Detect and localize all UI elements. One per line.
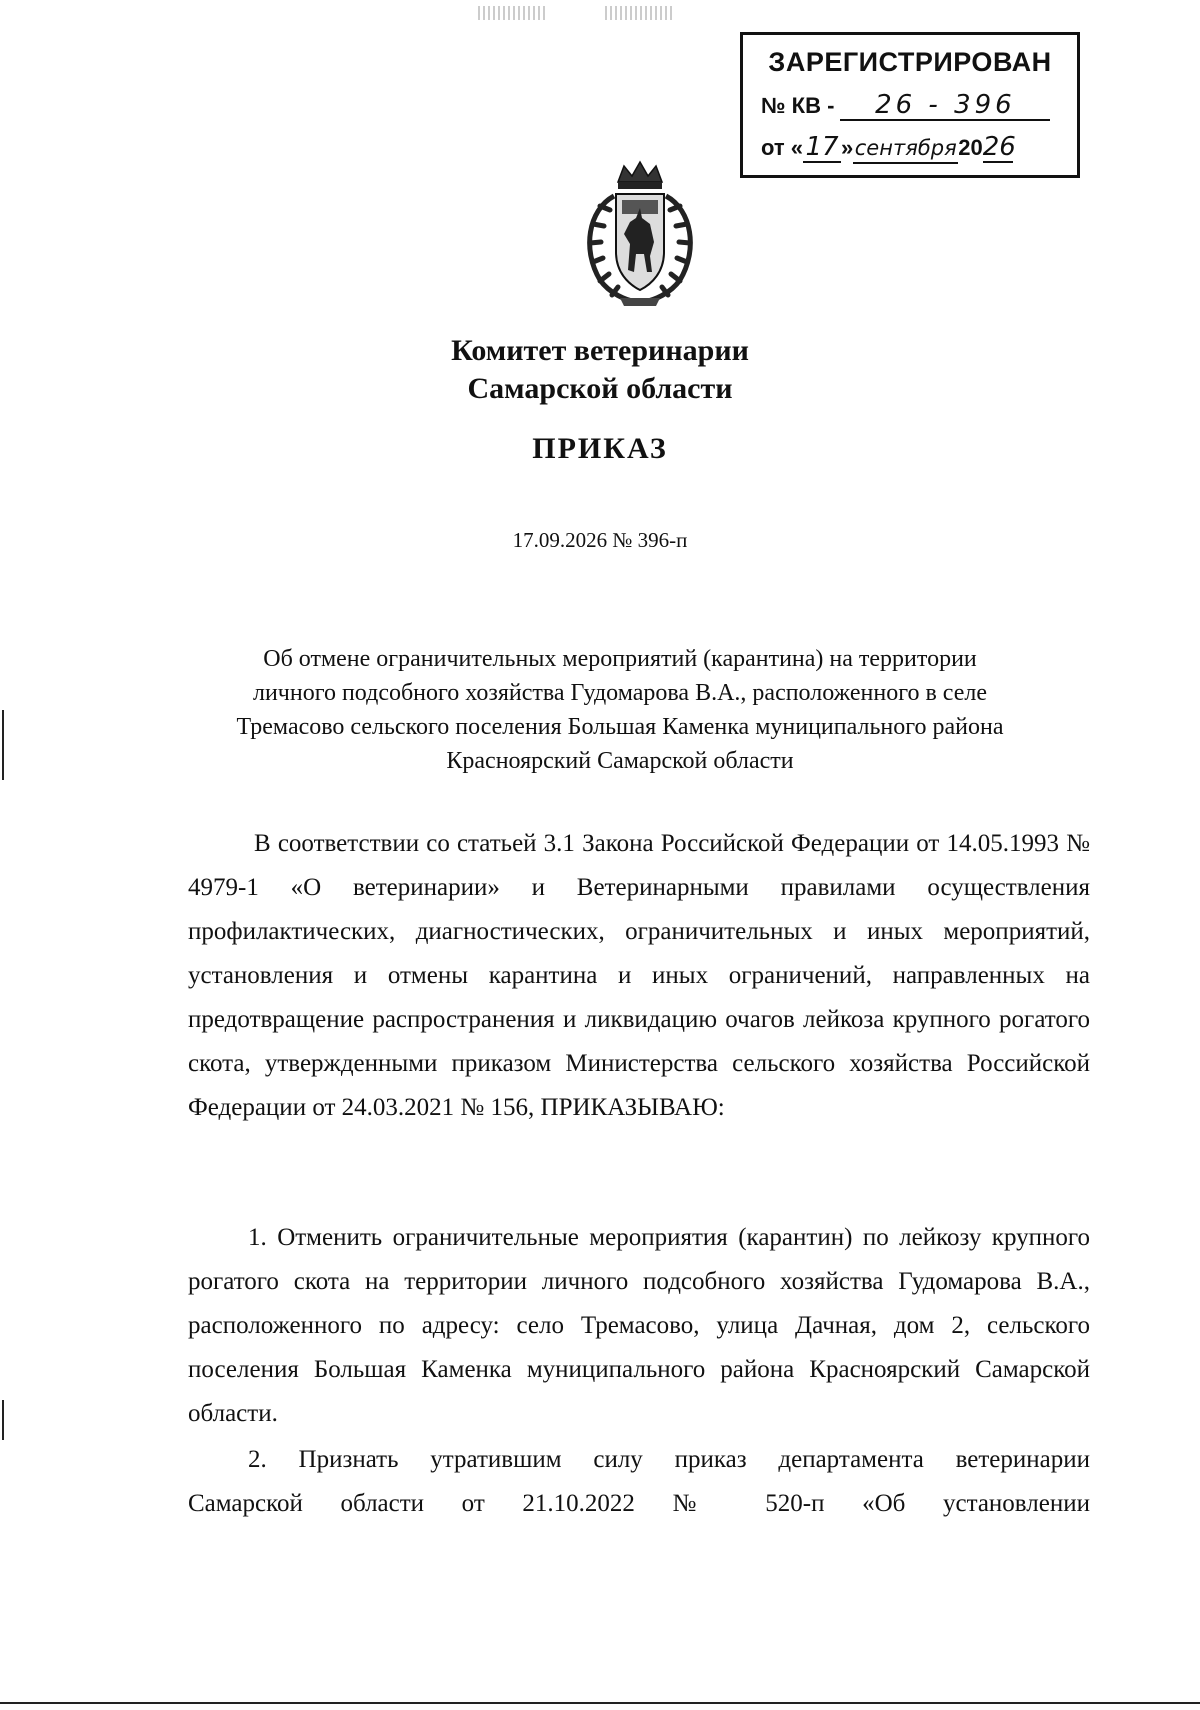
scan-artifact — [605, 6, 675, 20]
scan-bottom-edge — [0, 1702, 1200, 1704]
preamble-paragraph: В соответствии со статьей 3.1 Закона Российской Федерации от 14.05.1993 № 4979-1 «О ветеринарии» и Ветеринарными правилами осуществления профилактических, диагностических, ограничительных и иных мероприятий, установления и отмены карантина и иных ограничений, направленных на предотвращение распространения и ликвидацию очагов лейкоза крупного рогатого скота, утвержденными приказом Министерства сельского хозяйства Российской Федерации от 24.03.2021 № 156, ПРИКАЗЫВАЮ: — [188, 830, 1090, 1121]
order-item-2-line2: Самарской области от 21.10.2022 № 520-п «Об установлении — [188, 1490, 1090, 1517]
subject-line: Красноярский Самарской области — [446, 748, 794, 774]
order-item-2-line1: 2. Признать утратившим силу приказ департамента ветеринарии — [248, 1446, 1090, 1473]
stamp-date-prefix: от « — [761, 135, 804, 160]
stamp-date-day: 17 — [803, 133, 841, 163]
order-item-2 — [188, 1438, 1090, 1526]
scan-edge-mark — [2, 710, 4, 780]
scan-artifact — [478, 6, 548, 20]
stamp-number-prefix: № КВ - — [761, 93, 835, 118]
stamp-date-mid: » — [841, 135, 854, 160]
organization-name — [0, 332, 1200, 408]
scan-edge-mark — [2, 1400, 4, 1440]
organization-name-line2: Самарской области — [467, 372, 733, 405]
document-subject — [150, 642, 1090, 778]
coat-of-arms-emblem — [570, 160, 710, 310]
subject-line: Тремасово сельского поселения Большая Каменка муниципального района — [236, 714, 1004, 740]
order-item-1: 1. Отменить ограничительные мероприятия (карантин) по лейкозу крупного рогатого скота на территории личного подсобного хозяйства Гудомарова В.А., расположенного по адресу: село Тремасово, улица Дачная, дом 2, сельского поселения Большая Каменка муниципального района Красноярский Самарской области. — [188, 1224, 1090, 1427]
stamp-date-row — [761, 133, 1065, 164]
stamp-date-month: сентября — [853, 134, 958, 164]
stamp-number-handwritten: 26 - 396 — [840, 91, 1050, 121]
subject-line: личного подсобного хозяйства Гудомарова В.А., расположенного в селе — [252, 680, 988, 706]
registration-stamp — [740, 32, 1080, 178]
document-date-number: 17.09.2026 № 396-п — [512, 528, 688, 552]
subject-line: Об отмене ограничительных мероприятий (карантина) на территории — [263, 646, 977, 672]
organization-name-line1: Комитет ветеринарии — [451, 334, 749, 367]
stamp-date-year-prefix: 20 — [958, 135, 983, 160]
document-type: ПРИКАЗ — [532, 432, 668, 465]
stamp-number-row — [761, 91, 1065, 121]
stamp-title: ЗАРЕГИСТРИРОВАН — [768, 47, 1052, 77]
stamp-date-year-suffix: 26 — [982, 132, 1016, 162]
